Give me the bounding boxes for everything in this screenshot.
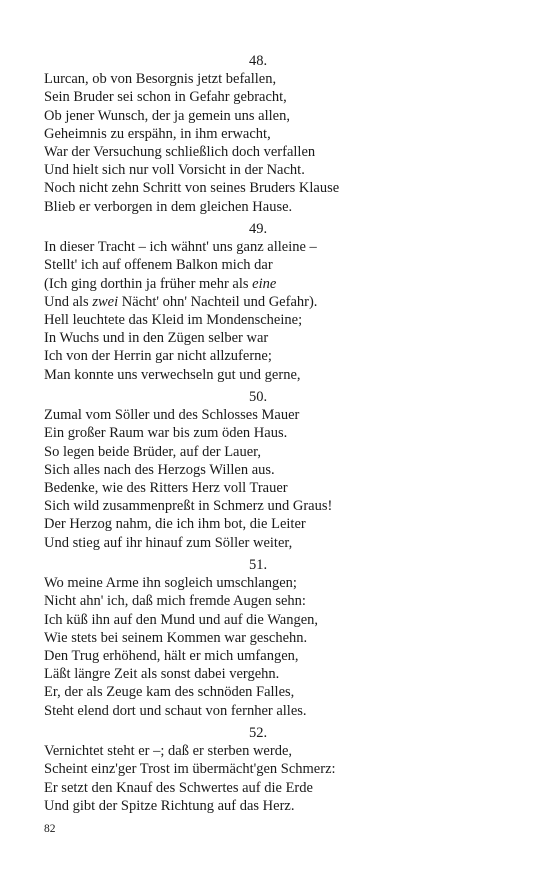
verse-line: Man konnte uns verwechseln gut und gerne,: [44, 366, 301, 383]
stanza-number: 52.: [248, 725, 268, 741]
verse-line: Scheint einz'ger Trost im übermächt'gen Schmerz:: [44, 761, 336, 778]
verse-line: Nicht ahn' ich, daß mich fremde Augen sehn:: [44, 593, 306, 610]
stanza-49: [44, 220, 514, 384]
verse-line: Noch nicht zehn Schritt von seines Bruders Klause: [44, 180, 340, 197]
verse-line: Ein großer Raum war bis zum öden Haus.: [44, 425, 288, 442]
verse-line: War der Versuchung schließlich doch verfallen: [44, 143, 316, 160]
verse-line: Sich alles nach des Herzogs Willen aus.: [44, 461, 275, 478]
page-number: 82: [44, 823, 56, 835]
verse-line: Wo meine Arme ihn sogleich umschlangen;: [44, 575, 297, 592]
stanza-52: [44, 724, 514, 815]
verse-line: Stellt' ich auf offenem Balkon mich dar: [44, 257, 273, 274]
verse-line: Und hielt sich nur voll Vorsicht in der Nacht.: [44, 162, 305, 179]
verse-line: Der Herzog nahm, die ich ihm bot, die Leiter: [44, 516, 306, 533]
verse-line: Sein Bruder sei schon in Gefahr gebracht,: [44, 89, 287, 106]
verse-line: Er, der als Zeuge kam des schnöden Falles,: [44, 684, 295, 701]
emphasis: eine: [252, 275, 277, 292]
verse-line: Zumal vom Söller und des Schlosses Mauer: [44, 407, 300, 424]
verse-line: Steht elend dort und schaut von fernher alles.: [44, 702, 307, 719]
verse-line: (Ich ging dorthin ja früher mehr als eine: [44, 275, 277, 292]
stanza-number: 48.: [248, 53, 268, 69]
verse-line: In dieser Tracht – ich wähnt' uns ganz alleine –: [44, 239, 317, 256]
verse-line: In Wuchs und in den Zügen selber war: [44, 330, 269, 347]
verse-line: Ich von der Herrin gar nicht allzuferne;: [44, 348, 272, 365]
verse-line: Den Trug erhöhend, hält er mich umfangen,: [44, 647, 299, 664]
verse-line: Ich küß ihn auf den Mund und auf die Wangen,: [44, 611, 318, 628]
stanza-number: 50.: [248, 389, 268, 405]
verse-line: Und als zwei Nächt' ohn' Nachteil und Gefahr).: [44, 293, 318, 310]
verse-line: Sich wild zusammenpreßt in Schmerz und Graus!: [44, 498, 333, 515]
verse-line: Hell leuchtete das Kleid im Mondenscheine;: [44, 311, 303, 328]
verse-line: So legen beide Brüder, auf der Lauer,: [44, 443, 262, 460]
stanza-number: 49.: [248, 221, 268, 237]
verse-line: Wie stets bei seinem Kommen war geschehn.: [44, 629, 308, 646]
stanza-51: [44, 556, 514, 720]
emphasis: zwei: [92, 293, 119, 310]
stanza-number: 51.: [248, 557, 268, 573]
verse-line: Läßt längre Zeit als sonst dabei vergehn.: [44, 666, 280, 683]
stanza-48: [44, 52, 514, 216]
verse-line: Und gibt der Spitze Richtung auf das Herz.: [44, 797, 295, 814]
verse-line: Geheimnis zu erspähn, in ihm erwacht,: [44, 125, 271, 142]
verse-line: Und stieg auf ihr hinauf zum Söller weiter,: [44, 534, 293, 551]
verse-line: Er setzt den Knauf des Schwertes auf die Erde: [44, 779, 313, 796]
stanza-50: [44, 388, 514, 552]
verse-line: Bedenke, wie des Ritters Herz voll Trauer: [44, 479, 288, 496]
verse-line: Blieb er verborgen in dem gleichen Hause.: [44, 198, 293, 215]
verse-line: Ob jener Wunsch, der ja gemein uns allen,: [44, 107, 290, 124]
verse-line: Lurcan, ob von Besorgnis jetzt befallen,: [44, 71, 277, 88]
verse-line: Vernichtet steht er –; daß er sterben werde,: [44, 743, 293, 760]
